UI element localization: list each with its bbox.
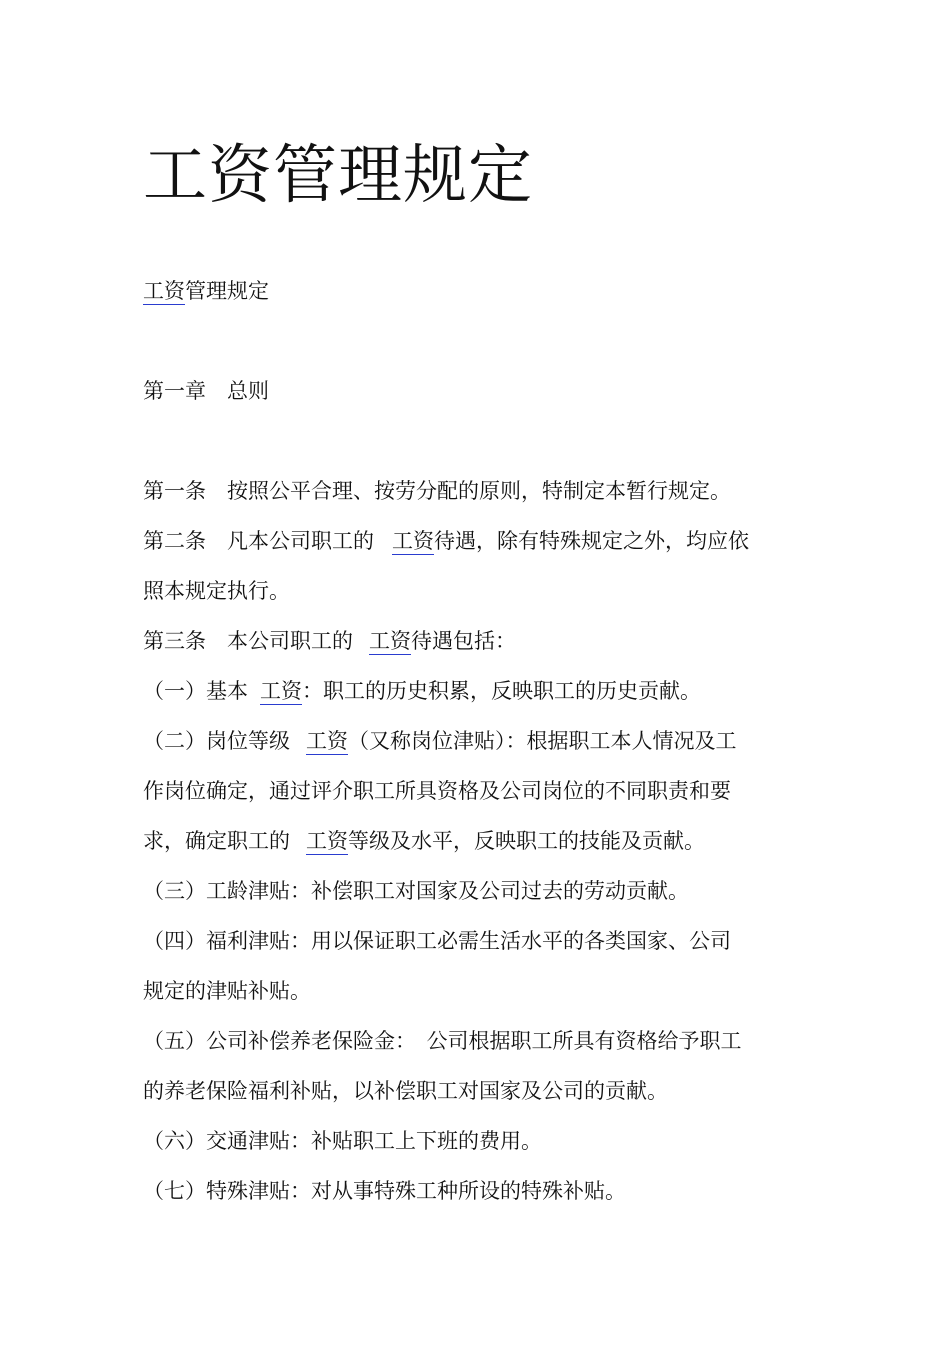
salary-link[interactable]: 工资 bbox=[306, 829, 348, 853]
item-2-line-3-lead: 求，确定职工的 bbox=[143, 829, 290, 853]
article-2-line-1 bbox=[143, 526, 749, 556]
item-7: （七）特殊津贴：对从事特殊工种所设的特殊补贴。 bbox=[143, 1179, 626, 1203]
item-4-line-1: （四）福利津贴：用以保证职工必需生活水平的各类国家、公司 bbox=[143, 929, 731, 953]
salary-link[interactable]: 工资 bbox=[369, 629, 411, 653]
item-5-line-2: 的养老保险福利补贴，以补偿职工对国家及公司的贡献。 bbox=[143, 1079, 668, 1103]
article-2-line-2: 照本规定执行。 bbox=[143, 579, 290, 603]
subtitle-line bbox=[143, 276, 269, 306]
chapter-heading: 第一章 总则 bbox=[143, 379, 269, 403]
item-1-rest: ：职工的历史积累，反映职工的历史贡献。 bbox=[302, 679, 701, 703]
item-2-lead: （二）岗位等级 bbox=[143, 729, 290, 753]
item-1-lead: （一）基本 bbox=[143, 679, 248, 703]
article-1: 第一条 按照公平合理、按劳分配的原则，特制定本暂行规定。 bbox=[143, 479, 731, 503]
item-2-line-3 bbox=[143, 826, 705, 856]
item-5-line-1: （五）公司补偿养老保险金： 公司根据职工所具有资格给予职工 bbox=[143, 1029, 742, 1053]
article-2-rest: 待遇，除有特殊规定之外，均应依 bbox=[434, 529, 749, 553]
salary-link[interactable]: 工资 bbox=[143, 279, 185, 303]
article-3-rest: 待遇包括： bbox=[411, 629, 516, 653]
subtitle-text: 管理规定 bbox=[185, 279, 269, 303]
document-title: 工资管理规定 bbox=[143, 139, 533, 213]
salary-link[interactable]: 工资 bbox=[392, 529, 434, 553]
item-2-line-3-rest: 等级及水平，反映职工的技能及贡献。 bbox=[348, 829, 705, 853]
item-4-line-2: 规定的津贴补贴。 bbox=[143, 979, 311, 1003]
item-1 bbox=[143, 676, 701, 706]
item-2-line-2: 作岗位确定，通过评介职工所具资格及公司岗位的不同职责和要 bbox=[143, 779, 731, 803]
article-2-lead: 第二条 凡本公司职工的 bbox=[143, 529, 374, 553]
salary-link[interactable]: 工资 bbox=[260, 679, 302, 703]
article-3-lead: 第三条 本公司职工的 bbox=[143, 629, 353, 653]
item-6: （六）交通津贴：补贴职工上下班的费用。 bbox=[143, 1129, 542, 1153]
item-3: （三）工龄津贴：补偿职工对国家及公司过去的劳动贡献。 bbox=[143, 879, 689, 903]
salary-link[interactable]: 工资 bbox=[306, 729, 348, 753]
article-3 bbox=[143, 626, 516, 656]
item-2-line-1 bbox=[143, 726, 737, 756]
item-2-rest: （又称岗位津贴）：根据职工本人情况及工 bbox=[348, 729, 737, 753]
